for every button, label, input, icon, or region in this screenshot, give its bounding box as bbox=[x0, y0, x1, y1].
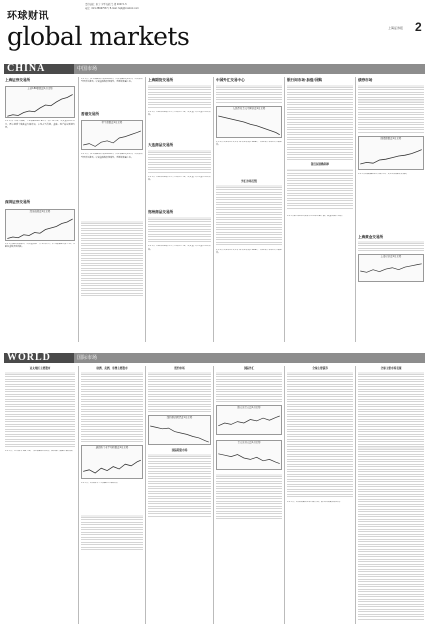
chart-crude-svg bbox=[149, 419, 210, 447]
dce-table bbox=[148, 150, 211, 173]
chart-hsi-svg bbox=[82, 124, 142, 152]
global-bonds-table bbox=[287, 372, 353, 497]
section-label: 上海证券报 bbox=[388, 26, 404, 30]
china-col2 bbox=[81, 78, 143, 296]
china-band-tab bbox=[4, 64, 74, 74]
chart-treasury-title: 国债指数近1月走势 bbox=[380, 136, 402, 140]
chart-hsi-title: 恒生指数近1月走势 bbox=[101, 121, 123, 125]
table-row bbox=[216, 400, 282, 403]
hkex-paragraph: 1月1日，恒生指数收市报20310点，国企指数同步走高，成交额增至四百亿港元。中资金融股表现强势，蓝筹股普遍上扬。 bbox=[81, 153, 143, 159]
col-title-dce: 大连商品交易所 bbox=[148, 142, 174, 147]
col-title-sge: 上海黄金交易所 bbox=[358, 234, 384, 239]
col-title-sse: 上海证券交易所 bbox=[5, 78, 31, 82]
brand-cn-logo: 环球财讯 bbox=[7, 11, 49, 22]
table-row bbox=[287, 495, 353, 498]
col-title-cfets: 中国外汇交易中心 bbox=[216, 78, 245, 82]
china-band-sub: 中国市场 bbox=[77, 66, 98, 72]
column-divider bbox=[145, 77, 146, 342]
nymex-table bbox=[148, 372, 211, 412]
chart-series-line bbox=[150, 426, 209, 442]
czce-paragraph: 1月1日上期所铜期货主力合约收盘上涨，成交量与持仓量均有所增加。 bbox=[148, 245, 211, 251]
chart-szse bbox=[5, 209, 75, 241]
asia-pacific-table bbox=[5, 372, 75, 447]
chart-gold-title: 上海金价近1月走势 bbox=[380, 255, 402, 259]
bonds-table bbox=[358, 85, 424, 133]
repo-subtitle: 银行间回购利率 bbox=[310, 163, 330, 167]
chart-eur-usd bbox=[216, 405, 282, 435]
table-row bbox=[148, 514, 211, 517]
fx-market-subtitle: 外汇市场行情 bbox=[241, 179, 257, 183]
fx-table bbox=[216, 185, 282, 245]
page-number: 2 bbox=[415, 20, 422, 34]
shfe-table bbox=[148, 85, 211, 108]
interbank-paragraph: 1月1日银行间同业拆借市场利率多数下跌，资金面保持宽松。 bbox=[287, 214, 344, 217]
column-divider bbox=[213, 77, 214, 342]
table-row bbox=[287, 206, 353, 209]
chart-szse-title: 深证成指近1月走势 bbox=[29, 209, 51, 213]
col-title-szse: 深圳证券交易所 bbox=[5, 200, 31, 205]
dce-paragraph: 1月1日上期所铜期货主力合约收盘上涨，成交量与持仓量均有所增加。 bbox=[148, 175, 211, 182]
col-title-intl-futures: 国际期货市场 bbox=[171, 449, 188, 453]
fx-paragraph: 1月1日人民币对美元汇率中间价报7.8087，人民币汇率继续小幅走高。 bbox=[216, 249, 282, 255]
china-section-band bbox=[4, 64, 425, 74]
interbank-table bbox=[287, 85, 353, 160]
table-row bbox=[81, 548, 143, 551]
world-col3 bbox=[148, 367, 211, 517]
col-title-global-bonds: 全球主要债券 bbox=[312, 367, 328, 370]
sge-table bbox=[358, 241, 424, 251]
chart-eur-usd-svg bbox=[217, 409, 281, 437]
col-title-global-markets: 全球主要市场表现 bbox=[380, 367, 402, 370]
column-divider bbox=[284, 366, 285, 624]
world-col1 bbox=[5, 367, 75, 620]
cfets-paragraph: 1月1日人民币对美元汇率中间价报7.8087，人民币汇率继续小幅走高。 bbox=[216, 140, 282, 147]
chart-rmb-usd bbox=[216, 106, 282, 138]
table-row bbox=[216, 517, 282, 520]
col-title-interbank: 银行间市场·拆借/回购 bbox=[287, 78, 323, 82]
chart-series-line bbox=[218, 116, 279, 135]
table-row bbox=[358, 249, 424, 252]
intl-futures-table bbox=[148, 454, 211, 517]
table-row bbox=[148, 105, 211, 108]
table-row bbox=[81, 294, 143, 297]
world-band-label: WORLD bbox=[7, 352, 51, 363]
chart-dow-title: 道琼斯工业平均指数近1月走势 bbox=[95, 446, 129, 450]
col-title-bonds: 债券市场 bbox=[358, 78, 373, 82]
col-title-shfe: 上海期货交易所 bbox=[148, 78, 174, 82]
chart-series-line bbox=[7, 95, 72, 117]
chart-rmb-usd-svg bbox=[217, 110, 281, 140]
chart-crude-title: 纽约原油期货近1月走势 bbox=[166, 416, 193, 420]
table-row bbox=[358, 617, 424, 620]
shfe-paragraph: 1月1日上期所铜期货主力合约收盘上涨，成交量与持仓量均有所增加。 bbox=[148, 110, 211, 117]
intl-fx-table bbox=[216, 372, 282, 402]
world-col2 bbox=[81, 367, 143, 550]
col-title-euro-america: 欧洲、美洲、非洲主要股市 bbox=[96, 367, 128, 370]
china-band-label: CHINA bbox=[7, 63, 46, 74]
table-row bbox=[148, 410, 211, 413]
szse-paragraph: 1月1日深证成指收盘，成交量较前一日有所放大，中小板指数同步上扬，多数权重股表现活跃。 bbox=[5, 242, 75, 249]
col-title-hkex: 香港交易所 bbox=[81, 112, 99, 116]
col-title-czce: 郑州商品交易所 bbox=[148, 209, 174, 214]
col-title-nymex: 纽约市场 bbox=[174, 367, 185, 370]
china-col5 bbox=[287, 78, 353, 255]
chart-sse180-svg bbox=[6, 90, 74, 120]
brand-en-logo: global markets bbox=[7, 22, 190, 51]
global-markets-table bbox=[358, 372, 424, 620]
chart-rmb-usd-title: 人民币兑美元中间价近1月走势 bbox=[232, 106, 266, 110]
chart-hsi bbox=[81, 120, 143, 150]
world-band-tab bbox=[4, 353, 74, 363]
chart-szse-svg bbox=[6, 213, 74, 243]
china-col6 bbox=[358, 78, 424, 282]
chart-series-line bbox=[218, 416, 279, 426]
column-divider bbox=[284, 77, 285, 342]
repo-table bbox=[287, 169, 353, 209]
world-col4 bbox=[216, 367, 282, 519]
col2-top-paragraph: 1月1日，恒生指数收市报20310点，国企指数同步走高，成交额增至四百亿港元。中资金融股表现强势，蓝筹股普遍上扬。 bbox=[81, 78, 143, 84]
czce-table bbox=[148, 217, 211, 242]
chart-usd-jpy-svg bbox=[217, 444, 281, 472]
column-divider bbox=[355, 366, 356, 624]
china-col1 bbox=[5, 78, 75, 303]
chart-gold bbox=[358, 254, 424, 282]
china-col4 bbox=[216, 78, 282, 279]
bonds-paragraph: 1月1日国债指数继续小幅上扬，交易所国债成交活跃。 bbox=[358, 172, 409, 175]
asia-pacific-paragraph: 1月1日，亚太股市多数上涨，日经指数继续走高，韩国综合指数小幅回落。 bbox=[5, 450, 75, 453]
chart-series-line bbox=[360, 150, 421, 164]
chart-series-line bbox=[83, 131, 141, 146]
column-divider bbox=[145, 366, 146, 624]
chart-dow bbox=[81, 445, 143, 479]
table-row bbox=[81, 440, 143, 443]
chart-eur-usd-title: 欧元兑美元近1月走势 bbox=[237, 406, 261, 410]
header-meta-line1: 责任编辑：朱宇 李琴 编辑 吴 周 2007.1.5 bbox=[85, 3, 127, 6]
table-row bbox=[148, 240, 211, 243]
intl-fx-table-2 bbox=[216, 474, 282, 519]
world-col5 bbox=[287, 367, 353, 561]
table-row bbox=[216, 100, 282, 103]
table-row bbox=[148, 170, 211, 173]
china-col3 bbox=[148, 78, 211, 267]
chart-usd-jpy bbox=[216, 440, 282, 470]
table-row bbox=[216, 243, 282, 246]
chart-treasury-svg bbox=[359, 140, 423, 172]
dow-paragraph: 1月1日，美国股市三大指数均小幅收高。 bbox=[81, 482, 119, 485]
table-row bbox=[5, 445, 75, 448]
header-meta-line2: 电话：021-38967537 / E-mail: hqbj@cnstock.com bbox=[85, 7, 139, 10]
chart-crude bbox=[148, 415, 211, 445]
world-section-band bbox=[4, 353, 425, 363]
chart-series-line bbox=[218, 454, 279, 464]
column-divider bbox=[78, 77, 79, 342]
sse-paragraph: 1月1日沪市股票指数，上证指数2007.41点，较上周大涨，成交金额明显放大，两市涨停个股数量大幅增加，市场人气高涨，金融、地产板块领涨大盘。 bbox=[5, 120, 75, 129]
global-bonds-paragraph: 1月1日，美国国债收益率小幅下降，欧元区国债价格走高。 bbox=[287, 501, 342, 504]
chart-usd-jpy-title: 美元兑日元近1月走势 bbox=[237, 441, 261, 445]
chart-dow-svg bbox=[82, 449, 142, 481]
euro-america-table-2 bbox=[81, 515, 143, 550]
world-col6 bbox=[358, 367, 424, 620]
column-divider bbox=[213, 366, 214, 624]
column-divider bbox=[355, 77, 356, 342]
chart-sse180 bbox=[5, 86, 75, 118]
col-title-asia-pacific: 亚太地区主要股市 bbox=[29, 367, 51, 370]
cfets-table bbox=[216, 85, 282, 103]
table-row bbox=[358, 130, 424, 133]
column-divider bbox=[78, 366, 79, 624]
world-band-sub: 国际市场 bbox=[77, 355, 98, 361]
euro-america-table bbox=[81, 372, 143, 442]
chart-series-line bbox=[83, 460, 141, 473]
chart-series-line bbox=[7, 219, 72, 239]
chart-gold-svg bbox=[359, 258, 423, 284]
col-title-intl-fx: 国际外汇 bbox=[243, 367, 255, 370]
table-row bbox=[287, 158, 353, 161]
chart-sse180-title: 上证180指数近1月走势 bbox=[27, 87, 53, 91]
chart-treasury-index bbox=[358, 136, 424, 170]
chart-series-line bbox=[360, 264, 421, 272]
hkex-table bbox=[81, 221, 143, 296]
